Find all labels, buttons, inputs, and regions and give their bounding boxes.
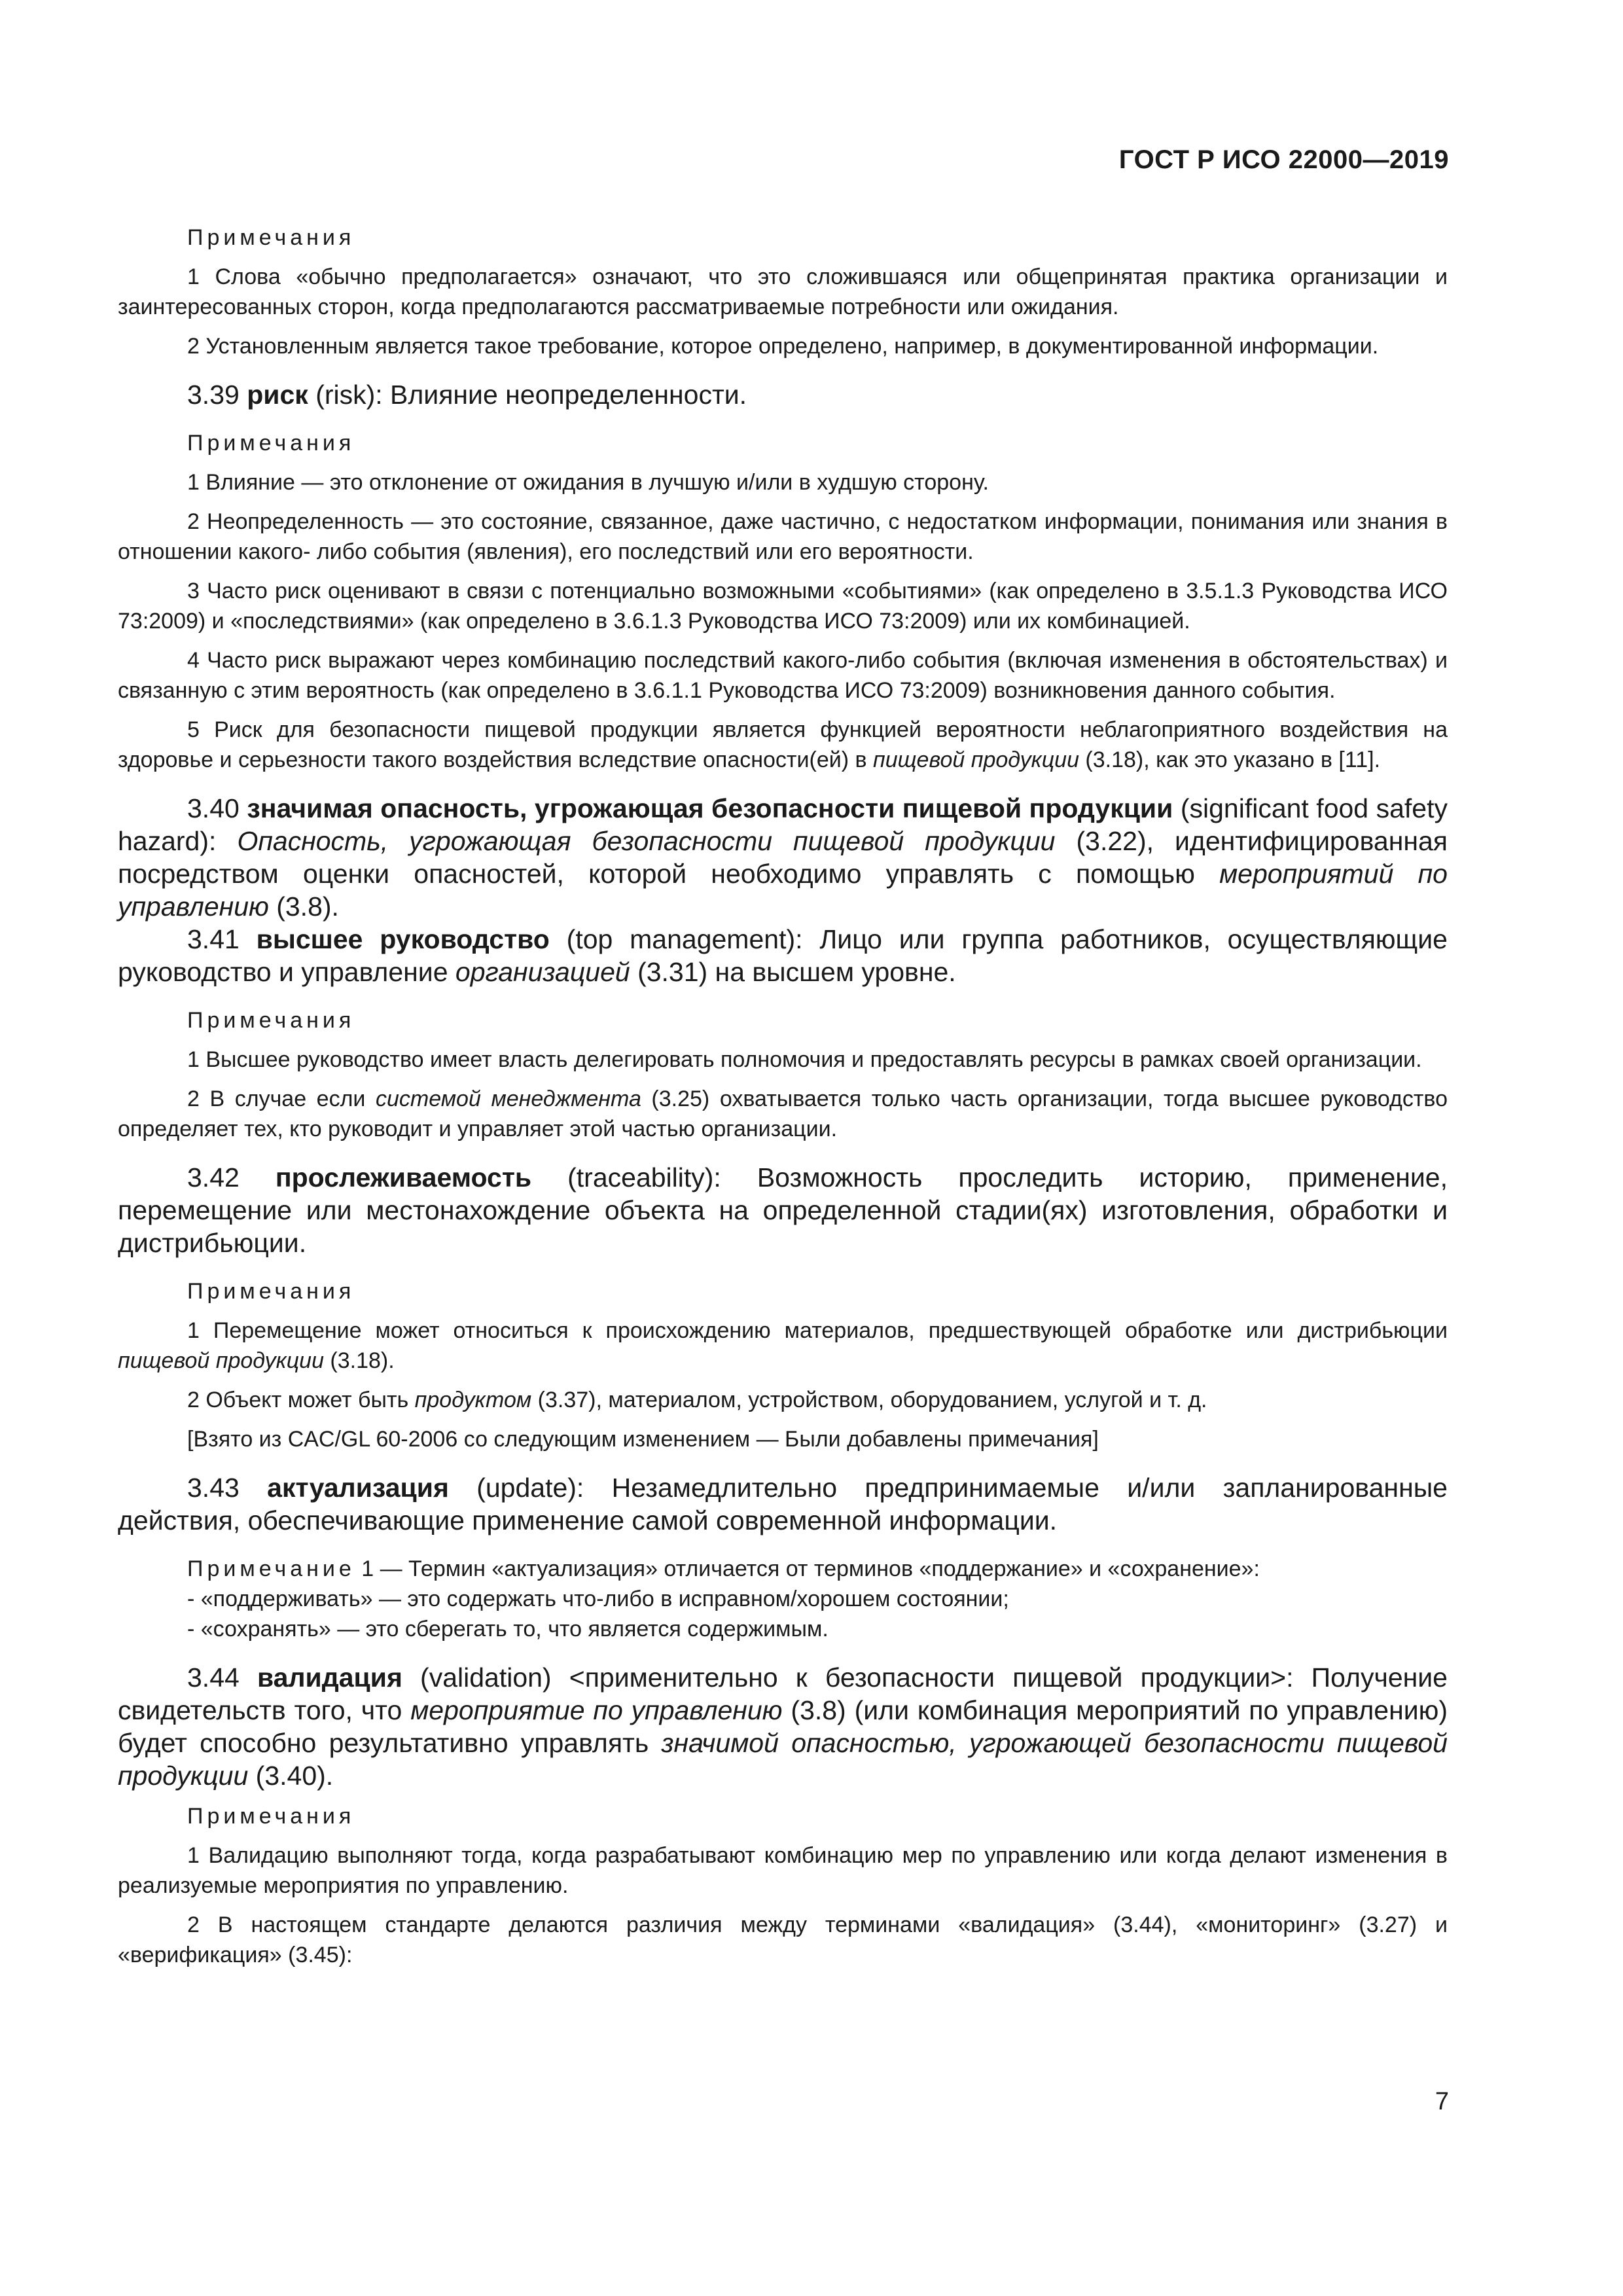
notes-heading: Примечания xyxy=(187,1804,355,1829)
term-reference: продуктом xyxy=(414,1388,532,1412)
note-text-part: 5 Риск для безопасности пищевой продукции является функцией вероятности неблагоприятного воздействия на здоровье и серьезности такого воздействия вследствие опасности(ей) в xyxy=(118,717,1448,772)
term-entry-3-43 xyxy=(118,1471,1448,1537)
note-text: 2 Установленным является такое требование, которое определено, например, в документированной информации. xyxy=(187,334,1379,359)
term-definition-part: (3.22), идентифицированная посредством оценки опасностей, которой необходимо управлять с помощью xyxy=(118,826,1448,889)
note-text: 1 Валидацию выполняют тогда, когда разрабатывают комбинацию мер по управлению или когда делают изменения в реализуемые мероприятия по управлению. xyxy=(118,1843,1448,1898)
notes-heading: Примечания xyxy=(187,1008,355,1033)
source-note: [Взято из CAC/GL 60-2006 со следующим изменением — Были добавлены примечания] xyxy=(187,1427,1099,1452)
term-reference: мероприятие по управлению xyxy=(410,1695,783,1725)
term-reference: системой менеджмента xyxy=(375,1086,641,1111)
term-number: 3.39 xyxy=(187,380,240,410)
document-code-header: ГОСТ Р ИСО 22000—2019 xyxy=(1118,145,1449,174)
term-reference: пищевой продукции xyxy=(873,747,1079,772)
notes-heading: Примечания xyxy=(187,225,355,250)
note-text: 3 Часто риск оценивают в связи с потенциально возможными «событиями» (как определено в 3.5.1.3 Руководства ИСО 73:2009) и «последствиями» (как определено в 3.6.1.3 Руководства ИСО 73:2009) или их комбинацией. xyxy=(118,579,1448,634)
term-reference: мероприятий по управлению xyxy=(118,859,1448,922)
note-text xyxy=(118,1316,1448,1376)
term-definition-part: (3.8). xyxy=(268,891,339,922)
note-text-part: 1 — Термин «актуализация» отличается от терминов «поддержание» и «сохранение»: xyxy=(355,1556,1260,1581)
note-text: 2 В настоящем стандарте делаются различия между терминами «валидация» (3.44), «мониторинг» (3.27) и «верификация» (3.45): xyxy=(118,1912,1448,1967)
page-number: 7 xyxy=(1435,2088,1449,2115)
term-definition-part: (3.8) (или комбинация мероприятий по управлению) будет способно результативно управлять xyxy=(118,1695,1448,1758)
term-definition-part: (3.31) на высшем уровне. xyxy=(630,957,956,987)
term-number: 3.43 xyxy=(187,1473,240,1503)
term-reference: организацией xyxy=(455,957,630,987)
notes-heading: Примечания xyxy=(187,1279,355,1304)
term-name: прослеживаемость xyxy=(275,1162,532,1193)
term-entry-3-41 xyxy=(118,923,1448,988)
term-number: 3.40 xyxy=(187,793,240,823)
note-text-part: (3.18). xyxy=(323,1348,395,1373)
note-text-part: 2 В случае если xyxy=(187,1086,376,1111)
note-text-part: (3.18), как это указано в [11]. xyxy=(1079,747,1381,772)
term-definition-part: (top management): Лицо или группа работников, осуществляющие руководство и управление xyxy=(118,924,1448,987)
note-text xyxy=(118,1084,1448,1144)
dash-list-item: - «поддерживать» — это содержать что-либо в исправном/хорошем состоянии; xyxy=(187,1587,1009,1611)
term-entry-3-44 xyxy=(118,1661,1448,1792)
term-name: валидация xyxy=(257,1662,402,1693)
term-name: высшее руководство xyxy=(256,924,550,954)
term-reference: Опасность, угрожающая безопасности пищевой продукции xyxy=(237,826,1056,856)
note-label: Примечание xyxy=(187,1556,355,1581)
term-definition: (traceability): Возможность проследить историю, применение, перемещение или местонахождение объекта на определенной стадии(ях) изготовления, обработки и дистрибьюции. xyxy=(118,1162,1448,1258)
term-reference: значимой опасностью, угрожающей безопасности пищевой продукции xyxy=(118,1728,1448,1791)
note-text-part: (3.37), материалом, устройством, оборудованием, услугой и т. д. xyxy=(531,1388,1207,1412)
term-definition: (risk): Влияние неопределенности. xyxy=(308,380,747,410)
term-definition: (update): Незамедлительно предпринимаемые и/или запланированные действия, обеспечивающие применение самой современной информации. xyxy=(118,1473,1448,1535)
note-text: 2 Неопределенность — это состояние, связанное, даже частично, с недостатком информации, понимания или знания в отношении какого- либо события (явления), его последствий или его вероятности. xyxy=(118,509,1448,564)
term-name: значимая опасность, угрожающая безопасности пищевой продукции xyxy=(247,793,1173,823)
note-text-part: 2 Объект может быть xyxy=(187,1388,415,1412)
term-definition-part: (3.40). xyxy=(248,1761,334,1791)
note-text: 4 Часто риск выражают через комбинацию последствий какого-либо события (включая изменения в обстоятельствах) и связанную с этим вероятность (как определено в 3.6.1.1 Руководства ИСО 73:2009) возникновения данного события. xyxy=(118,648,1448,703)
term-number: 3.44 xyxy=(187,1662,240,1693)
notes-heading: Примечания xyxy=(187,431,355,456)
term-number: 3.41 xyxy=(187,924,240,954)
term-definition-part: (significant food safety hazard): xyxy=(118,793,1448,856)
page-content xyxy=(118,223,1448,1970)
term-reference: пищевой продукции xyxy=(118,1348,324,1373)
term-entry-3-40 xyxy=(118,792,1448,923)
note-text xyxy=(118,715,1448,775)
dash-list-item: - «сохранять» — это сберегать то, что является содержимым. xyxy=(187,1617,829,1641)
term-entry-3-39 xyxy=(118,378,1448,411)
term-name: актуализация xyxy=(267,1473,449,1503)
note-text-part: (3.25) охватывается только часть организации, тогда высшее руководство определяет тех, кто руководит и управляет этой частью организации. xyxy=(118,1086,1448,1141)
term-definition-part: (validation) <применительно к безопасности пищевой продукции>: Получение свидетельств того, что xyxy=(118,1662,1448,1725)
note-text xyxy=(118,1554,1448,1584)
term-number: 3.42 xyxy=(187,1162,240,1193)
note-text xyxy=(118,1385,1448,1415)
term-entry-3-42 xyxy=(118,1161,1448,1259)
note-text: 1 Высшее руководство имеет власть делегировать полномочия и предоставлять ресурсы в рамках своей организации. xyxy=(187,1047,1422,1072)
term-name: риск xyxy=(247,380,308,410)
note-text: 1 Слова «обычно предполагается» означают, что это сложившаяся или общепринятая практика организации и заинтересованных сторон, когда предполагаются рассматриваемые потребности или ожидания. xyxy=(118,264,1448,319)
note-text: 1 Влияние — это отклонение от ожидания в лучшую и/или в худшую сторону. xyxy=(187,470,989,495)
note-text-part: 1 Перемещение может относиться к происхождению материалов, предшествующей обработке или дистрибьюции xyxy=(187,1318,1448,1343)
